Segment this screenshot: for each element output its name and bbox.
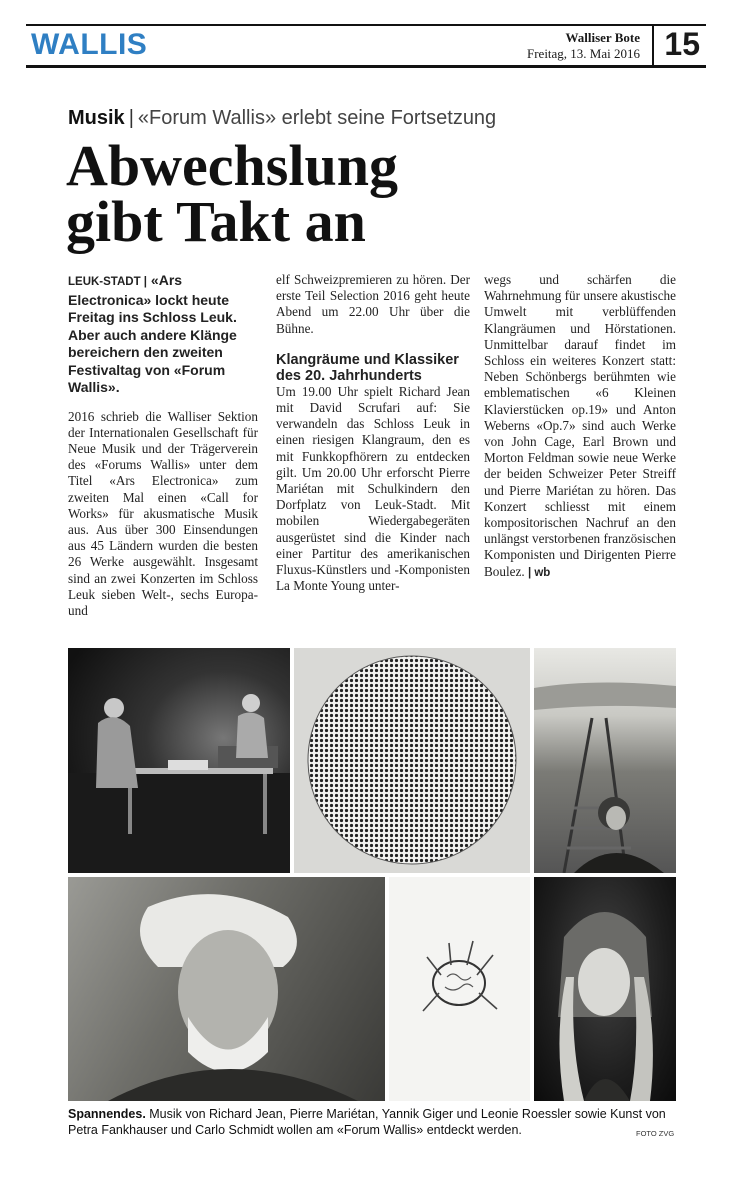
article-headline — [66, 133, 398, 254]
photo-railway-tracks — [534, 648, 676, 873]
column-1-body: 2016 schrieb die Walliser Sektion der Internationalen Gesellschaft für Neue Musik und der Trägerverein des «Forums Wallis» unter dem Titel «Ars Electronica» zum zweiten Mal einen «Call for Works» für akusmatische Musik aus. Aus über 300 Einsendungen aus 45 Ländern wurden die besten 26 Werke ausgewählt. Insgesamt sind an zwei Konzerten im Schloss Leuk sieben Welt-, sechs Europa- und — [68, 408, 258, 618]
article-lead — [68, 272, 258, 397]
photo-credit: FOTO ZVG — [636, 1129, 675, 1138]
photo-caption — [68, 1106, 678, 1138]
column-2-body-1: elf Schweizpremieren zu hören. Der erste Teil Selection 2016 geht heute Abend um 22.00 Uhr über die Bühne. — [276, 272, 470, 336]
kicker-subtitle: «Forum Wallis» erlebt seine Fortsetzung — [137, 107, 497, 129]
article-column-1 — [68, 272, 258, 619]
section-title: WALLIS — [31, 28, 148, 61]
photo-portrait-woman — [534, 877, 676, 1101]
caption-text: Musik von Richard Jean, Pierre Mariétan, Yannik Giger und Leonie Roessler sowie Kunst von Petra Fankhauser und Carlo Schmidt wollen am «Forum Wallis» entdeckt werden. — [68, 1107, 666, 1137]
column-3-text: wegs und schärfen die Wahrnehmung für unsere akustische Umwelt mit verblüffenden Klangräumen und Hörstationen. Unmittelbar darauf findet im Schloss ein weiteres Konzert statt: Neben Schönbergs berühmten wie emblematischen «6 Kleinen Klavierstücken op.19» und Anton Weberns «Op.7» sind auch Werke von John Cage, Earl Brown und Morton Feldman sowie neue Werke der beiden Schweizer Peter Streiff und Pierre Mariétan zu hören. Das Konzert schliesst mit einem kompositorischen Nachruf an den unlängst verstorbenen französischen Komponisten und Dirigenten Pierre Boulez. — [484, 272, 676, 579]
kicker-category: Musik — [68, 107, 125, 129]
page-header — [26, 24, 706, 68]
header-divider — [652, 26, 654, 65]
photo-portrait-old-man — [68, 877, 385, 1101]
dateline: LEUK-STADT | — [68, 276, 148, 288]
article-column-3 — [484, 272, 676, 581]
column-3-body — [484, 272, 676, 581]
headline-line-2: gibt Takt an — [66, 189, 366, 254]
woman-illustration — [534, 877, 676, 1101]
caption-lead: Spannendes. — [68, 1107, 146, 1121]
photo-insect-drawing — [389, 877, 530, 1101]
article-kicker — [68, 107, 496, 130]
author-signature: | wb — [527, 566, 551, 579]
dotted-circle-illustration — [294, 648, 530, 873]
insect-drawing-illustration — [389, 877, 530, 1101]
old-man-illustration — [68, 877, 385, 1101]
photo-dotted-circle-artwork — [294, 648, 530, 873]
article-subhead: Klangräume und Klassiker des 20. Jahrhunderts — [276, 351, 459, 384]
photo-performers-on-stage — [68, 648, 290, 873]
headline-line-1: Abwechslung — [66, 133, 398, 198]
column-2-body-2: Um 19.00 Uhr spielt Richard Jean mit David Scrufari auf: Sie verwandeln das Schloss Leuk in einen riesigen Klangraum, den es mit Funkkopfhörern zu entdecken gilt. Um 20.00 Uhr erforscht Pierre Mariétan mit Schulkindern den Dorfplatz von Leuk-Stadt. Mit mobilen Wiedergabegeräten ausgerüstet sind die Kinder nach einer Partitur des amerikanischen Fluxus-Künstlers und -Komponisten La Monte Young unter- — [276, 383, 470, 594]
newspaper-name: Walliser Bote — [565, 30, 640, 45]
lead-text: «Ars Electronica» lockt heute Freitag ins Schloss Leuk. Aber auch andere Klänge bereichern den zweiten Festivaltag von «Forum Wallis». — [68, 272, 237, 395]
issue-date: Freitag, 13. Mai 2016 — [526, 46, 640, 61]
article-column-2 — [276, 272, 470, 594]
page-number: 15 — [664, 26, 700, 62]
railway-illustration — [534, 648, 676, 873]
kicker-separator: | — [128, 107, 134, 129]
performers-illustration — [68, 648, 290, 873]
